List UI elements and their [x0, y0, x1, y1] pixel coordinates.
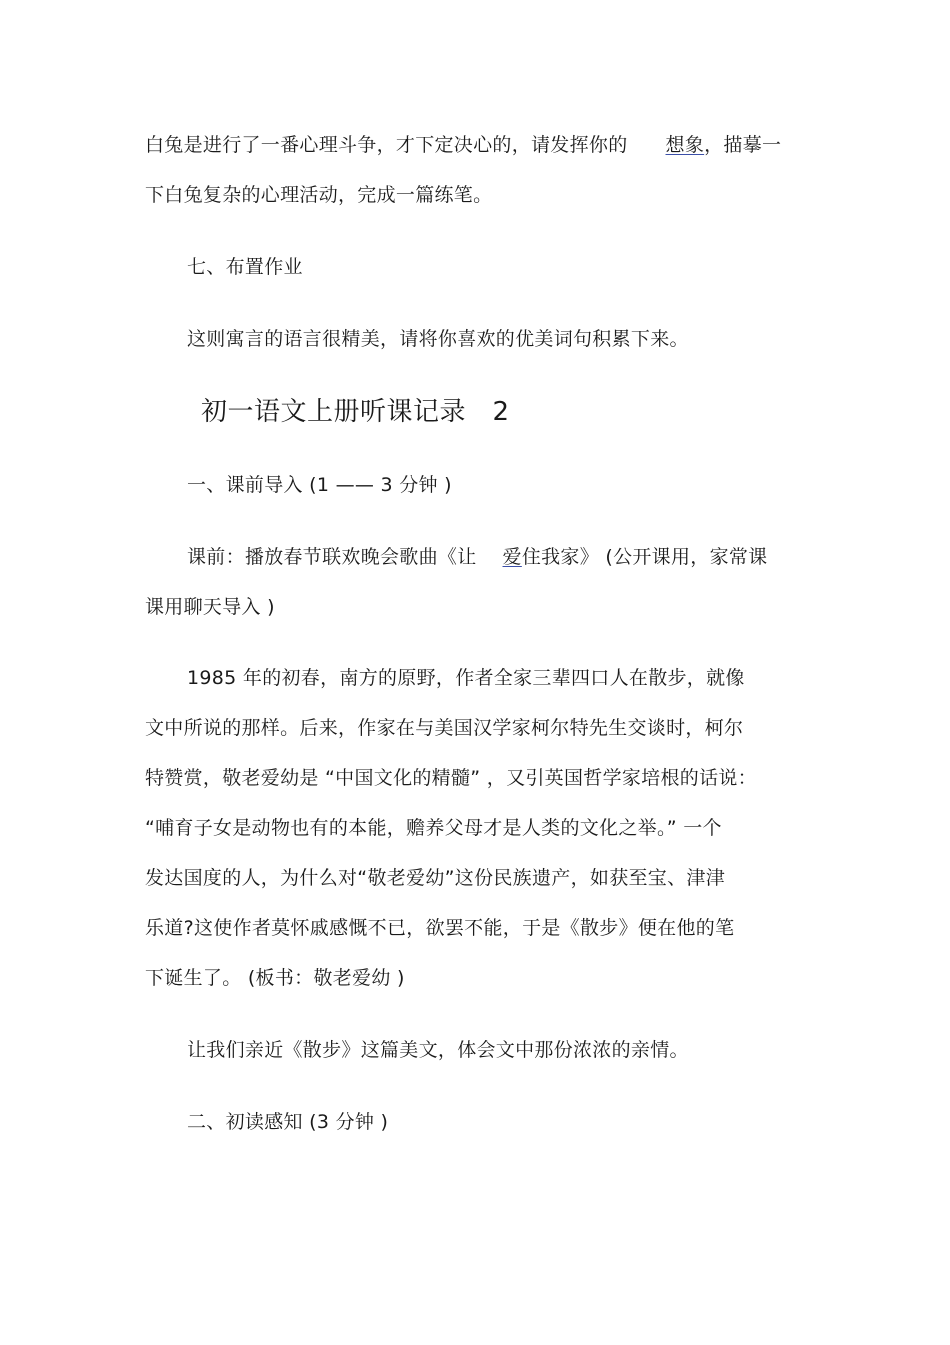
text-run: 白兔是进行了一番心理斗争，才下定决心的，请发挥你的: [145, 134, 628, 156]
paragraph-line: 发达国度的人，为什么对“敬老爱幼”这份民族遗产，如获至宝、津津: [145, 867, 725, 889]
paragraph-line: 乐道?这使作者莫怀戚感慨不已，欲罢不能，于是《散步》便在他的笔: [145, 917, 735, 939]
text-run: ，描摹一: [704, 134, 782, 156]
paragraph-line: 让我们亲近《散步》这篇美文，体会文中那份浓浓的亲情。: [187, 1039, 689, 1061]
paragraph-line: 特赞赏，敬老爱幼是 “中国文化的精髓” ，又引英国哲学家培根的话说：: [145, 767, 757, 789]
underlined-term: 爱: [502, 546, 522, 568]
paragraph-line: 这则寓言的语言很精美，请将你喜欢的优美词句积累下来。: [187, 328, 689, 350]
section-heading: 一、课前导入 (1 —— 3 分钟 ): [187, 474, 452, 496]
paragraph-line: [145, 133, 781, 157]
paragraph-line: [187, 545, 767, 569]
paragraph-line: 1985 年的初春，南方的原野，作者全家三辈四口人在散步，就像: [187, 667, 745, 689]
paragraph-line: “哺育子女是动物也有的本能，赡养父母才是人类的文化之举。” 一个: [145, 817, 722, 839]
page-title: 初一语文上册听课记录 2: [201, 397, 510, 427]
paragraph-line: 下诞生了。 (板书：敬老爱幼 ): [145, 967, 405, 989]
section-heading: 七、布置作业: [187, 256, 303, 278]
text-run: 住我家》 (公开课用，家常课: [521, 546, 768, 568]
paragraph-line: 文中所说的那样。后来，作家在与美国汉学家柯尔特先生交谈时，柯尔: [145, 717, 744, 739]
paragraph-line: 课用聊天导入 ): [145, 596, 275, 618]
text-run: 课前：播放春节联欢晚会歌曲《让: [187, 546, 477, 568]
section-heading: 二、初读感知 (3 分钟 ): [187, 1111, 389, 1133]
underlined-term: 想象: [665, 134, 705, 156]
paragraph-line: 下白兔复杂的心理活动，完成一篇练笔。: [145, 184, 493, 206]
